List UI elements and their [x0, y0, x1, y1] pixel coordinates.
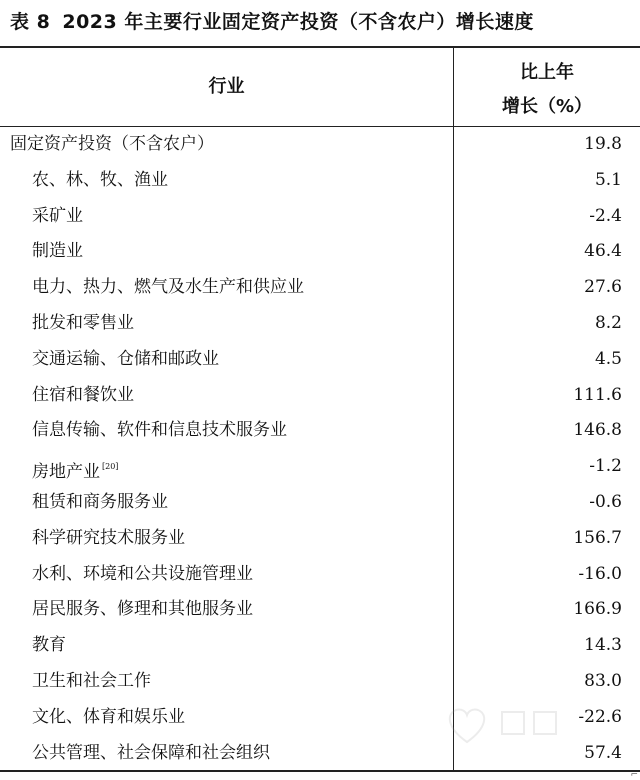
row-industry-name — [32, 163, 168, 199]
row-industry-text: 公共管理、社会保障和社会组织 — [32, 742, 270, 763]
table-row — [0, 234, 640, 270]
row-industry-name — [32, 700, 185, 736]
row-growth-value: 57.4 — [584, 742, 622, 763]
row-industry-name — [32, 342, 219, 378]
row-growth-value: 166.9 — [573, 599, 622, 620]
row-industry-text: 固定资产投资（不含农户） — [10, 134, 214, 154]
table-title-text: 2023 年主要行业固定资产投资（不含农户）增长速度 — [62, 11, 534, 33]
row-growth-value: 27.6 — [584, 277, 622, 298]
table-row — [0, 628, 640, 664]
table-row — [0, 199, 640, 235]
row-industry-name — [32, 234, 83, 270]
row-industry-text: 电力、热力、燃气及水生产和供应业 — [32, 277, 304, 298]
table-row — [0, 664, 640, 700]
row-growth-value: 19.8 — [584, 134, 622, 154]
row-growth-value: -1.2 — [589, 456, 622, 477]
heart-logo-icon — [442, 700, 592, 750]
row-industry-name — [32, 199, 83, 235]
row-growth-value: -16.0 — [578, 563, 622, 584]
table-row — [0, 306, 640, 342]
corner-mark: ⌐ — [630, 770, 638, 780]
row-growth-value: 46.4 — [584, 241, 622, 262]
row-industry-name — [32, 557, 253, 593]
table-row — [0, 270, 640, 306]
bottom-rule — [0, 770, 640, 772]
row-industry-name — [10, 127, 214, 163]
row-industry-name — [32, 378, 134, 414]
table-title — [0, 0, 640, 44]
row-industry-text: 水利、环境和公共设施管理业 — [32, 563, 253, 584]
row-growth-value: 156.7 — [573, 527, 622, 548]
header-industry: 行业 — [208, 76, 245, 97]
row-industry-text: 科学研究技术服务业 — [32, 527, 185, 548]
header-growth-line2: 增长（%） — [501, 96, 593, 117]
row-industry-text: 教育 — [32, 635, 66, 656]
row-industry-name — [32, 270, 304, 306]
table-row — [0, 557, 640, 593]
row-industry-name — [32, 413, 287, 449]
row-growth-value: -2.4 — [589, 205, 622, 226]
row-industry-text: 居民服务、修理和其他服务业 — [32, 599, 253, 620]
row-industry-text: 卫生和社会工作 — [32, 670, 151, 691]
header-growth-line1: 比上年 — [520, 62, 574, 83]
row-industry-name — [32, 592, 253, 628]
row-growth-value: 111.6 — [573, 384, 622, 405]
table-row — [0, 592, 640, 628]
row-industry-text: 交通运输、仓储和邮政业 — [32, 348, 219, 369]
row-growth-value: 14.3 — [584, 635, 622, 656]
row-industry-name — [32, 736, 270, 772]
row-industry-name — [32, 664, 151, 700]
row-industry-text: 租赁和商务服务业 — [32, 491, 168, 512]
row-growth-value: 146.8 — [573, 420, 622, 441]
row-growth-value: 83.0 — [584, 670, 622, 691]
row-industry-name — [32, 485, 168, 521]
row-industry-name — [32, 521, 185, 557]
row-industry-text: 采矿业 — [32, 205, 83, 226]
table-body — [0, 127, 640, 771]
table-row — [0, 413, 640, 449]
row-industry-text: 批发和零售业 — [32, 312, 134, 333]
row-growth-value: -22.6 — [578, 706, 622, 727]
row-industry-text: 文化、体育和娱乐业 — [32, 706, 185, 727]
table-row — [0, 449, 640, 485]
table-row — [0, 378, 640, 414]
row-industry-text: 住宿和餐饮业 — [32, 384, 134, 405]
row-growth-value: 8.2 — [594, 312, 622, 333]
row-growth-value: -0.6 — [589, 491, 622, 512]
table-row — [0, 521, 640, 557]
row-industry-name — [32, 306, 134, 342]
table-label: 表 8 — [10, 11, 51, 33]
table-row — [0, 342, 640, 378]
row-growth-value: 5.1 — [594, 169, 622, 190]
row-growth-value: 4.5 — [594, 348, 622, 369]
row-industry-text: 房地产业 — [32, 462, 100, 483]
row-footnote: [20] — [102, 462, 119, 472]
header-growth — [454, 48, 640, 126]
table-row — [0, 163, 640, 199]
table-row — [0, 485, 640, 521]
row-industry-text: 制造业 — [32, 241, 83, 262]
row-industry-name — [32, 628, 66, 664]
row-industry-text: 信息传输、软件和信息技术服务业 — [32, 420, 287, 441]
row-industry-text: 农、林、牧、渔业 — [32, 169, 168, 190]
table-row — [0, 127, 640, 163]
